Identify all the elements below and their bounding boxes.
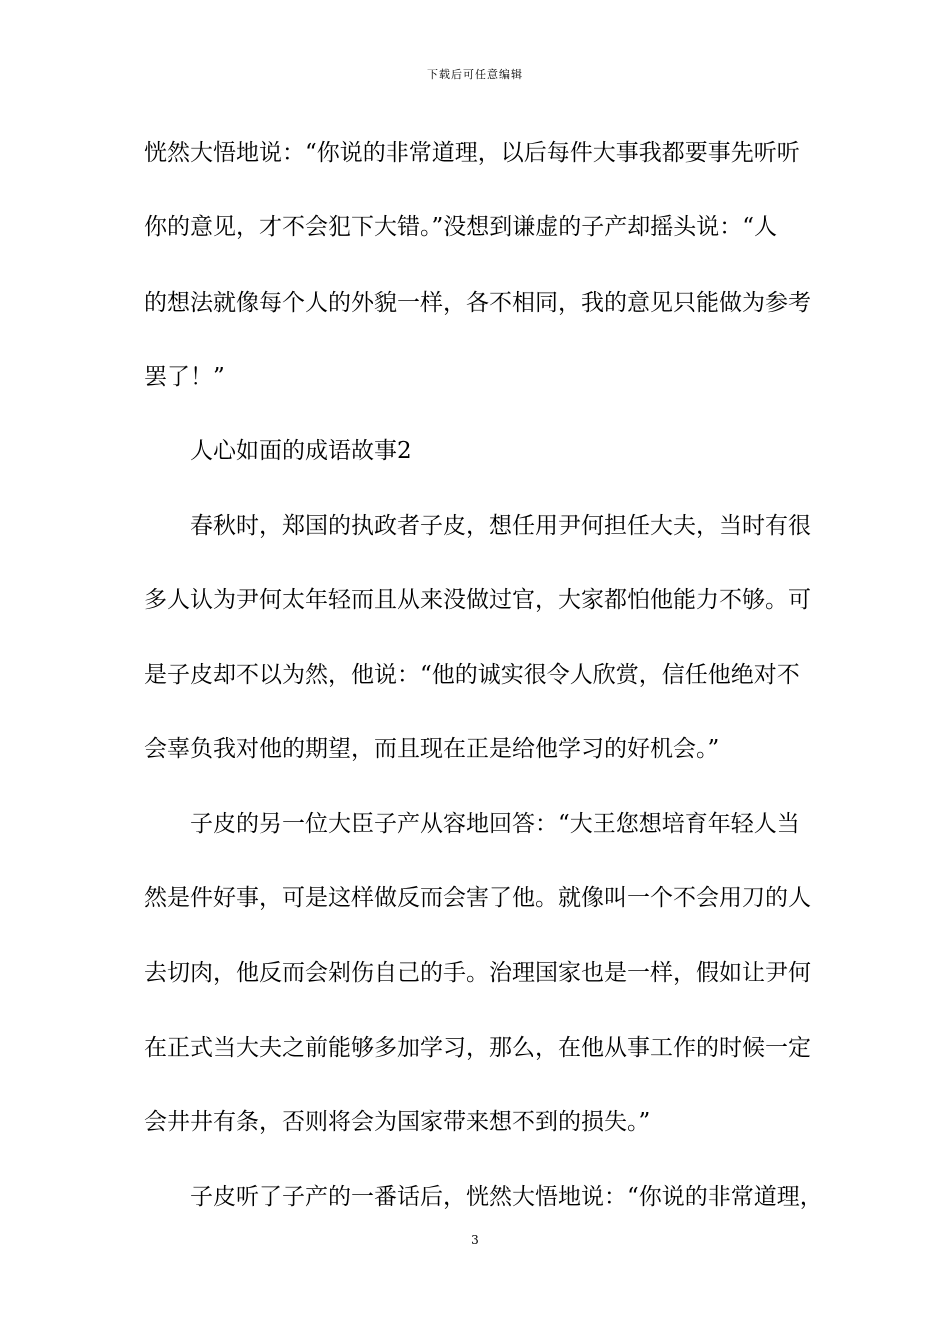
text-line: 子皮听了子产的一番话后，恍然大悟地说：“你说的非常道理， [190, 1184, 823, 1210]
text-line: 会辜负我对他的期望，而且现在正是给他学习的好机会。” [144, 736, 720, 762]
text-line: 然是件好事，可是这样做反而会害了他。就像叫一个不会用刀的人 [144, 885, 811, 911]
text-line: 去切肉，他反而会剁伤自己的手。治理国家也是一样，假如让尹何 [144, 960, 811, 986]
page-header: 下载后可任意编辑 [427, 68, 523, 81]
text-line: 在正式当大夫之前能够多加学习，那么，在他从事工作的时候一定 [144, 1035, 811, 1061]
page-number: 3 [471, 1233, 479, 1247]
text-line: 你的意见，才不会犯下大错。”没想到谦虚的子产却摇头说：“人 [144, 214, 778, 240]
text-line: 子皮的另一位大臣子产从容地回答：“大王您想培育年轻人当 [190, 811, 800, 837]
text-line: 恍然大悟地说：“你说的非常道理，以后每件大事我都要事先听听 [144, 140, 800, 166]
text-line: 是子皮却不以为然，他说：“他的诚实很令人欣赏，信任他绝对不 [144, 662, 800, 688]
section-heading: 人心如面的成语故事2 [190, 438, 412, 464]
text-line: 多人认为尹何太年轻而且从来没做过官，大家都怕他能力不够。可 [144, 587, 811, 613]
text-line: 罢了！” [144, 364, 225, 390]
text-line: 的想法就像每个人的外貌一样，各不相同，我的意见只能做为参考 [144, 290, 811, 316]
text-line: 会井井有条，否则将会为国家带来想不到的损失。” [144, 1109, 651, 1135]
text-line: 春秋时，郑国的执政者子皮，想任用尹何担任大夫，当时有很 [190, 513, 811, 539]
